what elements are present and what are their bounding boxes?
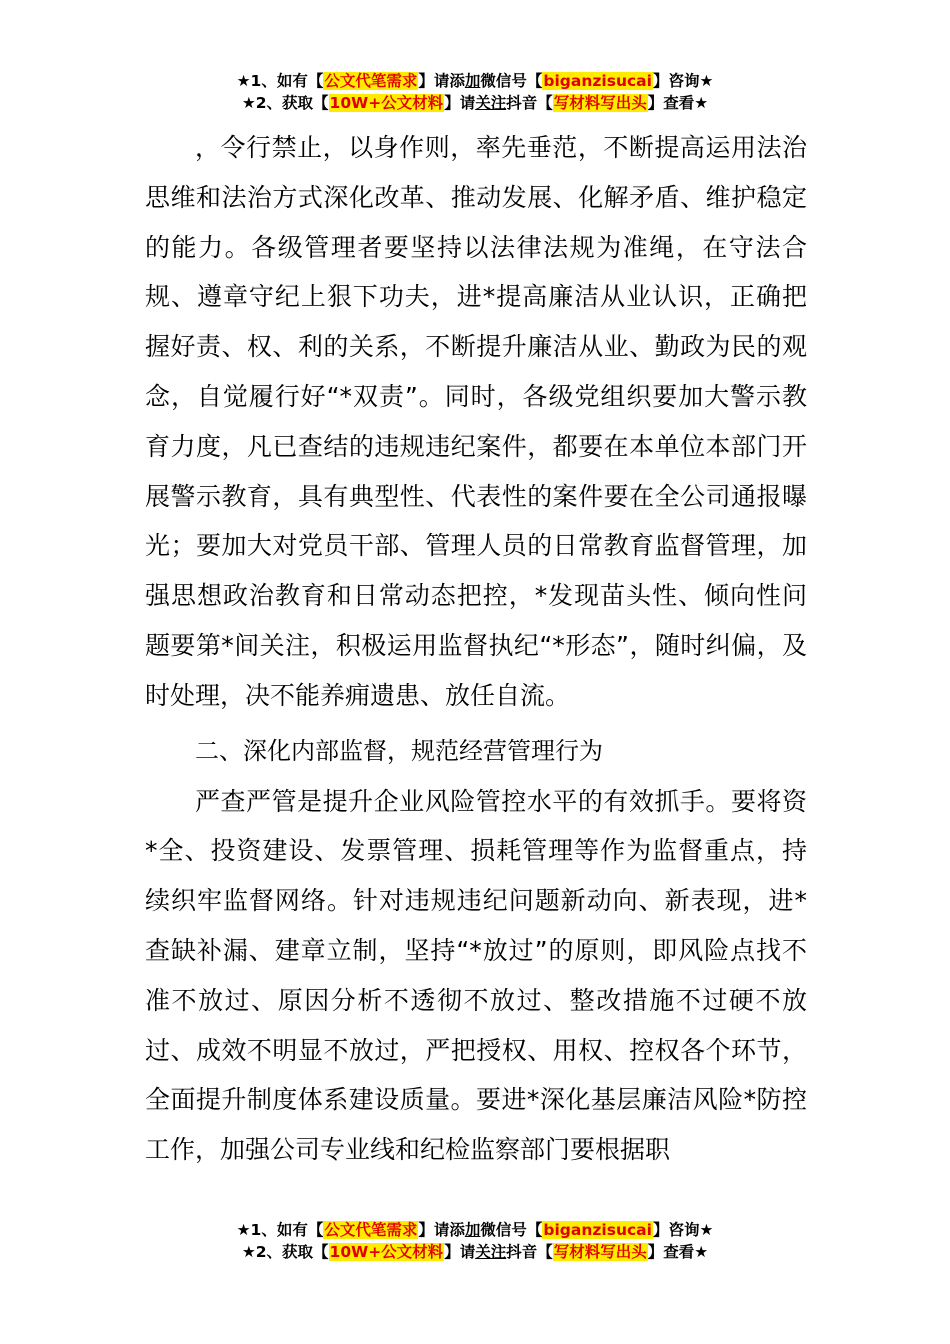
highlight-wechat-id: biganzisucai xyxy=(543,72,652,90)
banner-text: 抖音【 xyxy=(506,1243,553,1261)
highlight-service: 公文代笔需求 xyxy=(324,72,418,90)
banner-text: 微信号【 xyxy=(480,1221,543,1239)
banner-text: ★2、获取【 xyxy=(241,1243,329,1261)
banner-text: 】咨询★ xyxy=(652,1221,714,1239)
banner-line-1 xyxy=(0,1219,950,1241)
header-banner xyxy=(0,70,950,114)
paragraph-1: ，令行禁止，以身作则，率先垂范，不断提高运用法治思维和法治方式深化改革、推动发展、化解矛盾、维护稳定的能力。各级管理者要坚持以法律法规为准绳，在守法合规、遵章守纪上狠下功夫，进*提高廉洁从业认识，正确把握好责、权、利的关系，不断提升廉洁从业、勤政为民的观念，自觉履行好“*双责”。同时，各级党组织要加大警示教育力度，凡已查结的违规违纪案件，都要在本单位本部门开展警示教育，具有典型性、代表性的案件要在全公司通报曝光；要加大对党员干部、管理人员的日常教育监督管理，加强思想政治教育和日常动态把控，*发现苗头性、倾向性问题要第*间关注，积极运用监督执纪“*形态”，随时纠偏，及时处理，决不能养痈遗患、放任自流。 xyxy=(145,133,807,710)
banner-text: 】请 xyxy=(444,1243,476,1261)
banner-line-1 xyxy=(0,70,950,92)
banner-text-underlined: 关注 xyxy=(475,1243,507,1261)
banner-text-underlined: 加 xyxy=(464,1221,481,1239)
banner-line-2 xyxy=(0,1241,950,1263)
banner-text-underlined: 加 xyxy=(464,72,481,90)
banner-text: 】查看★ xyxy=(647,94,709,112)
banner-text: 】查看★ xyxy=(647,1243,709,1261)
footer-banner xyxy=(0,1219,950,1263)
highlight-materials: 10W+公文材料 xyxy=(329,1243,444,1261)
banner-text: ★1、如有【 xyxy=(236,1221,324,1239)
banner-text: 】请添 xyxy=(418,72,465,90)
paragraph-2: 严查严管是提升企业风险管控水平的有效抓手。要将资*全、投资建设、发票管理、损耗管理等作为监督重点，持续织牢监督网络。针对违规违纪问题新动向、新表现，进*查缺补漏、建章立制，坚持“*放过”的原则，即风险点找不准不放过、原因分析不透彻不放过、整改措施不过硬不放过、成效不明显不放过，严把授权、用权、控权各个环节，全面提升制度体系建设质量。要进*深化基层廉洁风险*防控工作，加强公司专业线和纪检监察部门要根据职 xyxy=(145,786,807,1165)
section-heading-2: 二、深化内部监督，规范经营管理行为 xyxy=(195,736,603,765)
highlight-wechat-id: biganzisucai xyxy=(543,1221,652,1239)
highlight-materials: 10W+公文材料 xyxy=(329,94,444,112)
banner-text: 】请添 xyxy=(418,1221,465,1239)
highlight-douyin: 写材料写出头 xyxy=(553,1243,647,1261)
banner-text: 】请 xyxy=(444,94,476,112)
banner-text: 】咨询★ xyxy=(652,72,714,90)
banner-line-2 xyxy=(0,92,950,114)
highlight-service: 公文代笔需求 xyxy=(324,1221,418,1239)
banner-text: ★1、如有【 xyxy=(236,72,324,90)
banner-text: ★2、获取【 xyxy=(241,94,329,112)
banner-text-underlined: 关注 xyxy=(475,94,507,112)
document-body xyxy=(145,123,807,1175)
banner-text: 微信号【 xyxy=(480,72,543,90)
highlight-douyin: 写材料写出头 xyxy=(553,94,647,112)
banner-text: 抖音【 xyxy=(506,94,553,112)
